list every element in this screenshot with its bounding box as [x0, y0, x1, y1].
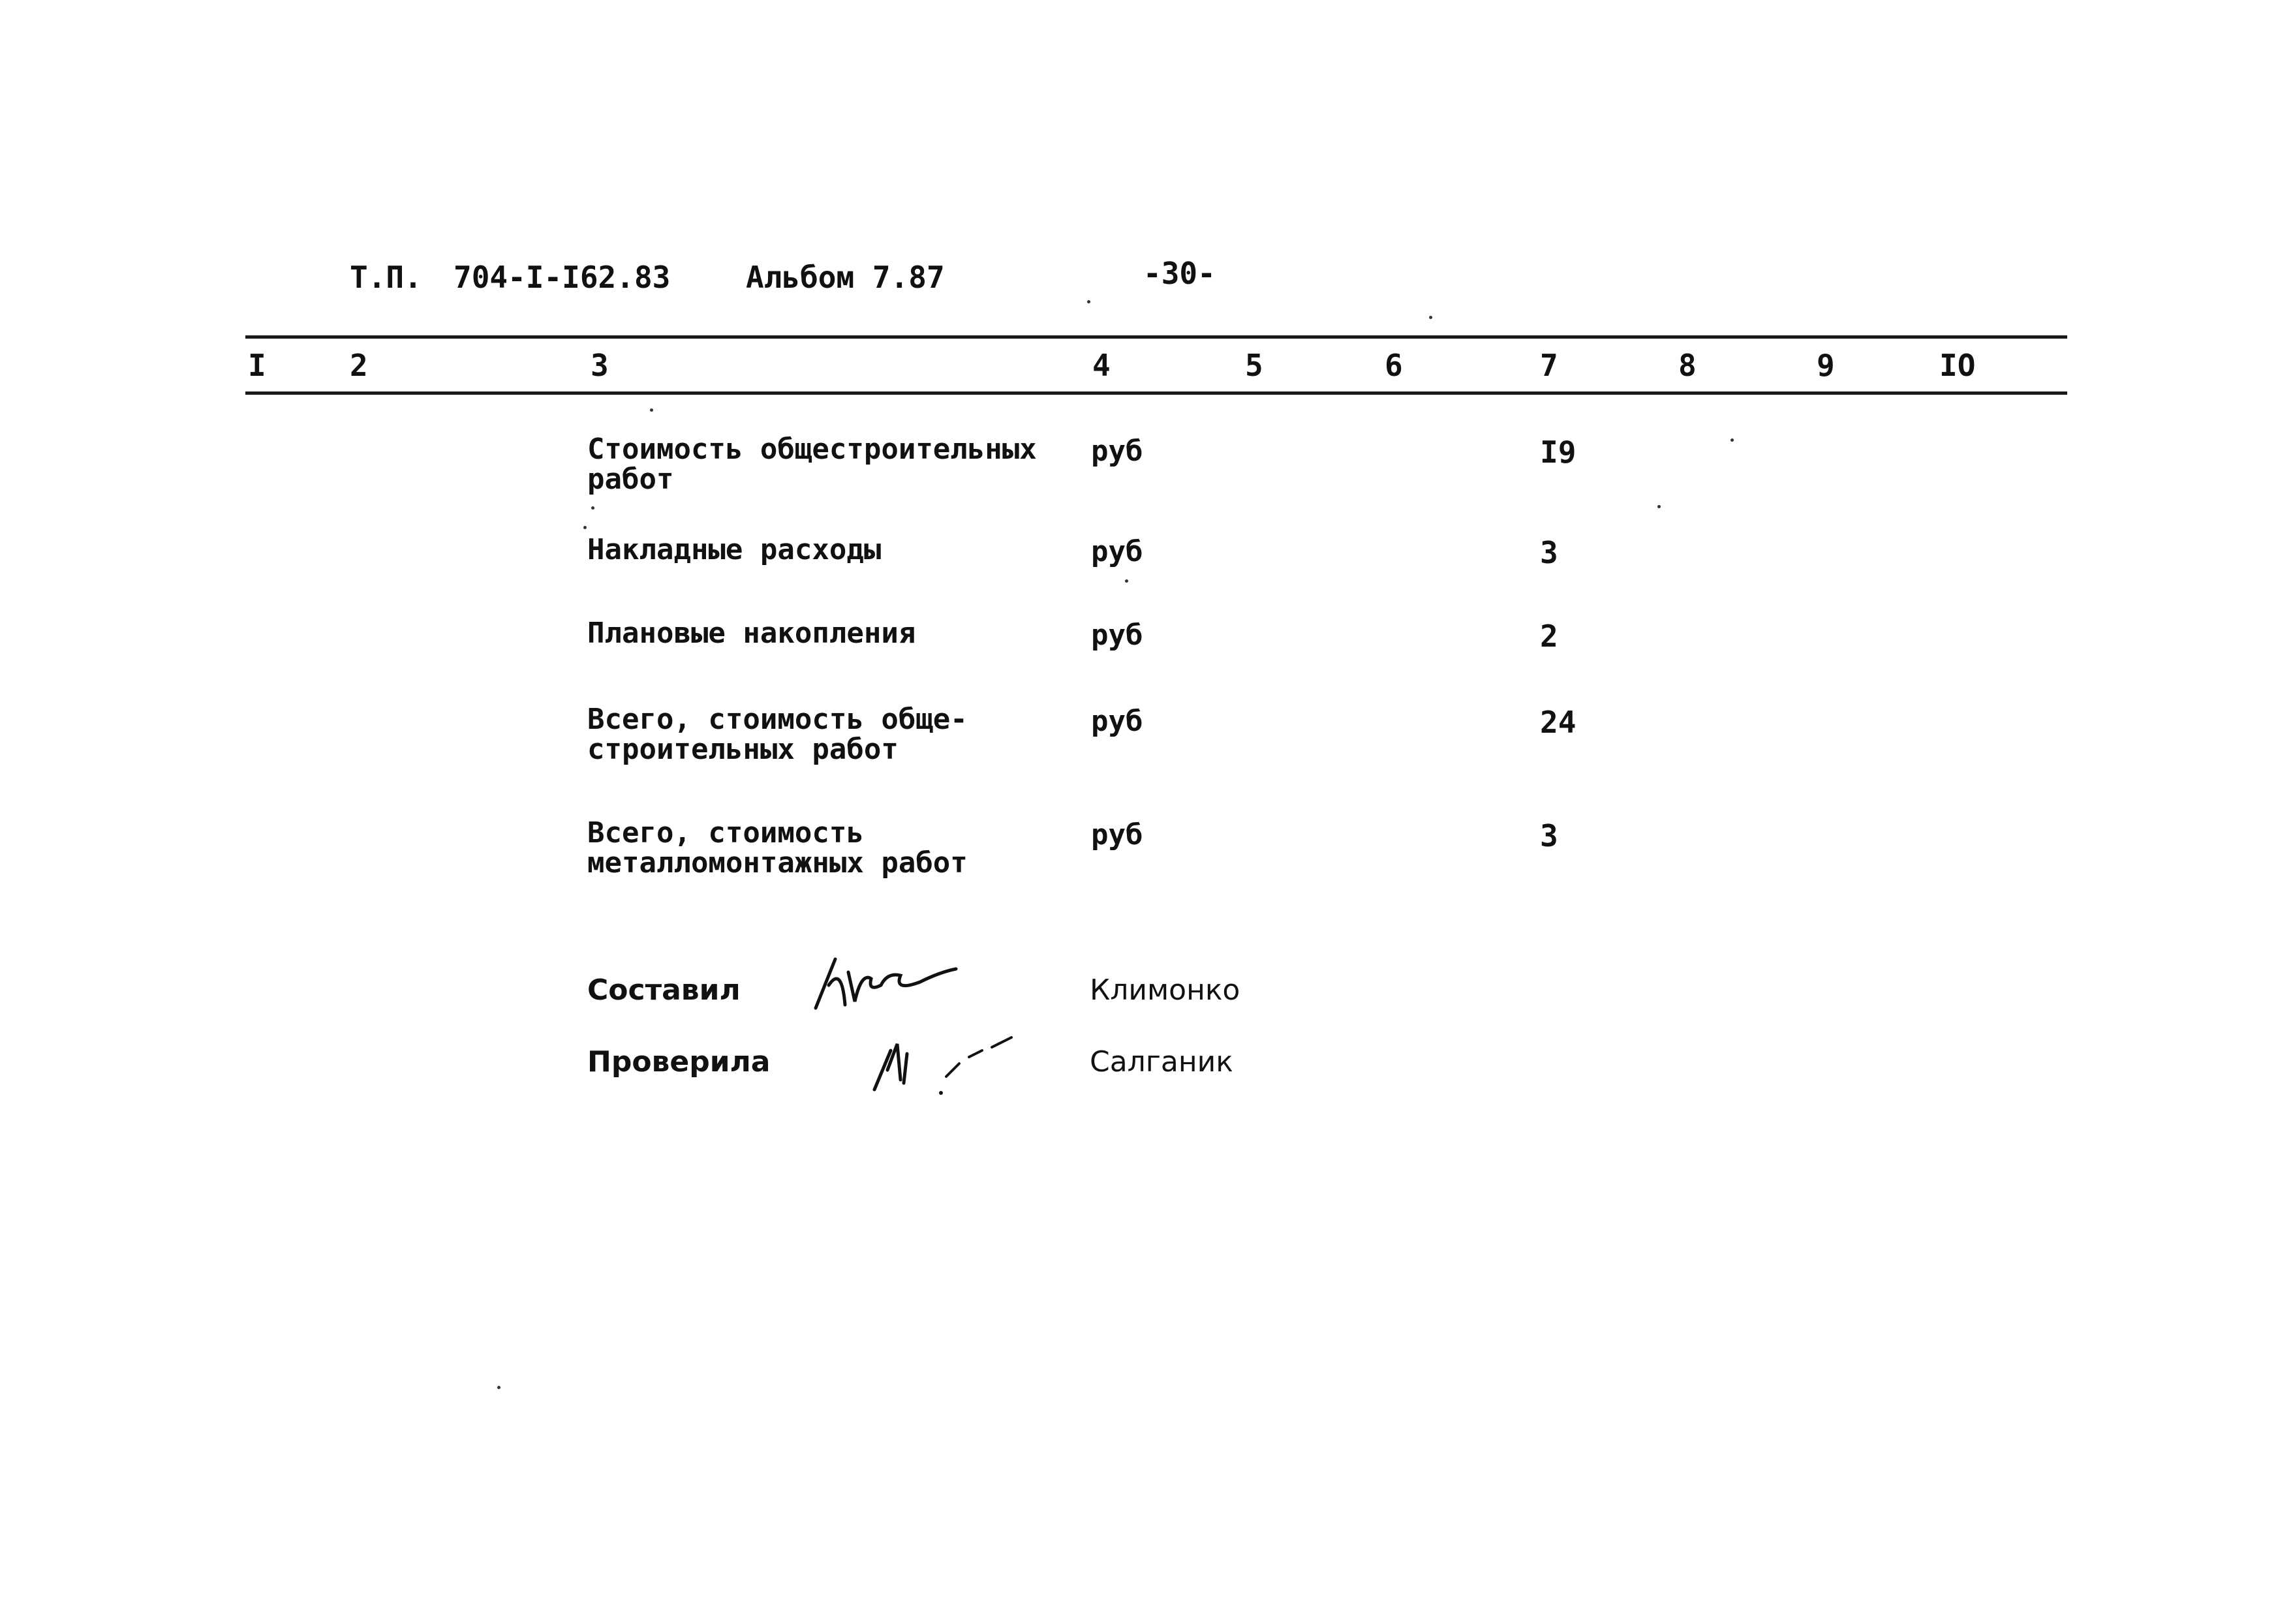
album-label: Альбом 7.87: [746, 260, 945, 295]
column-number-3: 3: [591, 348, 609, 383]
column-number-9: 9: [1817, 348, 1835, 383]
column-number-4: 4: [1092, 348, 1111, 383]
signature-name-compiled: Климонко: [1090, 973, 1240, 1007]
scan-speck: [650, 408, 653, 412]
document-code: Т.П.: [350, 260, 422, 295]
row-unit: руб: [1091, 535, 1143, 568]
scan-speck: [497, 1386, 500, 1389]
signature-name-checked: Салганик: [1090, 1045, 1233, 1079]
column-number-8: 8: [1678, 348, 1697, 383]
scan-speck: [1657, 505, 1661, 508]
row-unit: руб: [1091, 705, 1143, 738]
handwritten-signature: [861, 1018, 1031, 1103]
table-top-rule: [245, 335, 2067, 339]
scan-speck: [1087, 300, 1090, 303]
row-value: 3: [1540, 535, 1558, 570]
scan-speck: [583, 526, 587, 529]
row-label: Всего, стоимость металломонтажных работ: [587, 816, 968, 880]
column-number-6: 6: [1385, 348, 1403, 383]
row-label: Плановые накопления: [587, 617, 916, 650]
row-value: 24: [1540, 705, 1577, 740]
scan-speck: [591, 506, 594, 510]
column-number-2: 2: [350, 348, 368, 383]
row-unit: руб: [1091, 818, 1143, 851]
scan-speck: [1429, 316, 1432, 319]
scan-speck: [1731, 438, 1734, 442]
column-number-7: 7: [1540, 348, 1558, 383]
signature-role-checked: Проверила: [587, 1045, 771, 1079]
row-value: 2: [1540, 619, 1558, 654]
row-label: Стоимость общестроительных работ: [587, 433, 1037, 496]
table-header-bottom-rule: [245, 391, 2067, 395]
column-number-5: 5: [1245, 348, 1263, 383]
column-number-1: I: [248, 348, 266, 383]
row-label: Всего, стоимость обще-строительных работ: [587, 703, 968, 766]
scan-speck: [1125, 579, 1128, 583]
column-number-10: IO: [1939, 348, 1976, 383]
page-number: -30-: [1143, 256, 1216, 291]
handwritten-signature: [809, 946, 966, 1018]
row-unit: руб: [1091, 435, 1143, 468]
row-unit: руб: [1091, 619, 1143, 652]
row-label: Накладные расходы: [587, 533, 882, 566]
row-value: 3: [1540, 818, 1558, 853]
row-value: I9: [1540, 435, 1577, 470]
document-number: 704-I-I62.83: [454, 260, 671, 295]
signature-role-compiled: Составил: [587, 973, 741, 1007]
